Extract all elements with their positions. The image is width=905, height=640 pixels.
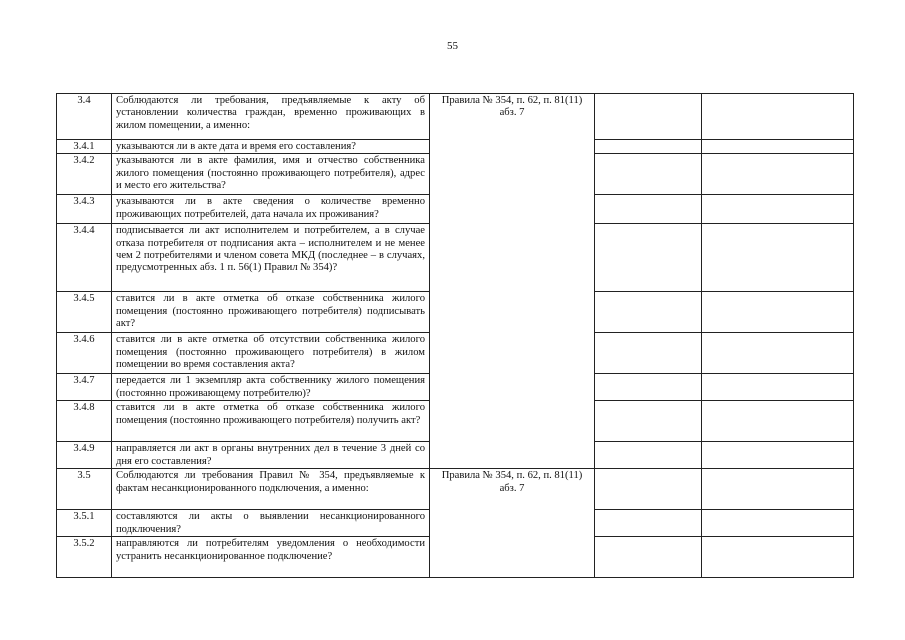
empty-cell bbox=[595, 224, 702, 292]
row-number: 3.4.9 bbox=[57, 442, 112, 469]
empty-cell bbox=[702, 224, 854, 292]
empty-cell bbox=[595, 469, 702, 510]
row-question: Соблюдаются ли требования Правил № 354, предъявляемые к фактам несанкционированного подключения, а именно: bbox=[112, 469, 430, 510]
empty-cell bbox=[702, 442, 854, 469]
row-question: указываются ли в акте фамилия, имя и отчество собственника жилого помещения (постоянно проживающего потребителя), адрес и место его жительства? bbox=[112, 154, 430, 195]
row-question: указываются ли в акте дата и время его составления? bbox=[112, 140, 430, 154]
row-question: ставится ли в акте отметка об отказе собственника жилого помещения (постоянно проживающего потребителя) получить акт? bbox=[112, 401, 430, 442]
legal-reference: Правила № 354, п. 62, п. 81(11) абз. 7 bbox=[430, 94, 595, 469]
row-question: подписывается ли акт исполнителем и потребителем, а в случае отказа потребителя от подписания акта – исполнителем и не менее чем 2 потребителями и членом совета МКД (последнее – в случаях, предусмотренных абз. 1 п. 56(1) Правил № 354)? bbox=[112, 224, 430, 292]
empty-cell bbox=[595, 401, 702, 442]
empty-cell bbox=[595, 140, 702, 154]
empty-cell bbox=[702, 333, 854, 374]
empty-cell bbox=[595, 510, 702, 537]
row-question: направляются ли потребителям уведомления о необходимости устранить несанкционированное подключение? bbox=[112, 537, 430, 578]
empty-cell bbox=[702, 195, 854, 224]
row-number: 3.4 bbox=[57, 94, 112, 140]
empty-cell bbox=[702, 401, 854, 442]
empty-cell bbox=[595, 292, 702, 333]
row-question: ставится ли в акте отметка об отказе собственника жилого помещения (постоянно проживающего потребителя) подписывать акт? bbox=[112, 292, 430, 333]
empty-cell bbox=[702, 469, 854, 510]
row-number: 3.4.3 bbox=[57, 195, 112, 224]
row-number: 3.5.1 bbox=[57, 510, 112, 537]
row-question: передается ли 1 экземпляр акта собственнику жилого помещения (постоянно проживающему потребителю)? bbox=[112, 374, 430, 401]
row-number: 3.4.6 bbox=[57, 333, 112, 374]
empty-cell bbox=[702, 140, 854, 154]
empty-cell bbox=[595, 442, 702, 469]
row-number: 3.4.2 bbox=[57, 154, 112, 195]
row-number: 3.4.4 bbox=[57, 224, 112, 292]
empty-cell bbox=[702, 374, 854, 401]
table-row bbox=[57, 94, 854, 140]
empty-cell bbox=[595, 333, 702, 374]
row-question: направляется ли акт в органы внутренних дел в течение 3 дней со дня его составления? bbox=[112, 442, 430, 469]
row-number: 3.5.2 bbox=[57, 537, 112, 578]
empty-cell bbox=[702, 510, 854, 537]
row-number: 3.4.1 bbox=[57, 140, 112, 154]
row-number: 3.4.5 bbox=[57, 292, 112, 333]
row-question: указываются ли в акте сведения о количестве временно проживающих потребителей, дата начала их проживания? bbox=[112, 195, 430, 224]
legal-reference: Правила № 354, п. 62, п. 81(11) абз. 7 bbox=[430, 469, 595, 578]
checklist-table bbox=[56, 93, 854, 578]
empty-cell bbox=[702, 537, 854, 578]
empty-cell bbox=[702, 292, 854, 333]
empty-cell bbox=[702, 154, 854, 195]
row-question: составляются ли акты о выявлении несанкционированного подключения? bbox=[112, 510, 430, 537]
row-question: ставится ли в акте отметка об отсутствии собственника жилого помещения (постоянно проживающего потребителя) в жилом помещении во время составления акта? bbox=[112, 333, 430, 374]
empty-cell bbox=[595, 154, 702, 195]
page-number: 55 bbox=[447, 40, 458, 52]
row-number: 3.4.8 bbox=[57, 401, 112, 442]
empty-cell bbox=[595, 94, 702, 140]
empty-cell bbox=[702, 94, 854, 140]
empty-cell bbox=[595, 195, 702, 224]
row-number: 3.4.7 bbox=[57, 374, 112, 401]
empty-cell bbox=[595, 374, 702, 401]
empty-cell bbox=[595, 537, 702, 578]
row-number: 3.5 bbox=[57, 469, 112, 510]
row-question: Соблюдаются ли требования, предъявляемые к акту об установлении количества граждан, временно проживающих в жилом помещении, а именно: bbox=[112, 94, 430, 140]
table-row bbox=[57, 469, 854, 510]
